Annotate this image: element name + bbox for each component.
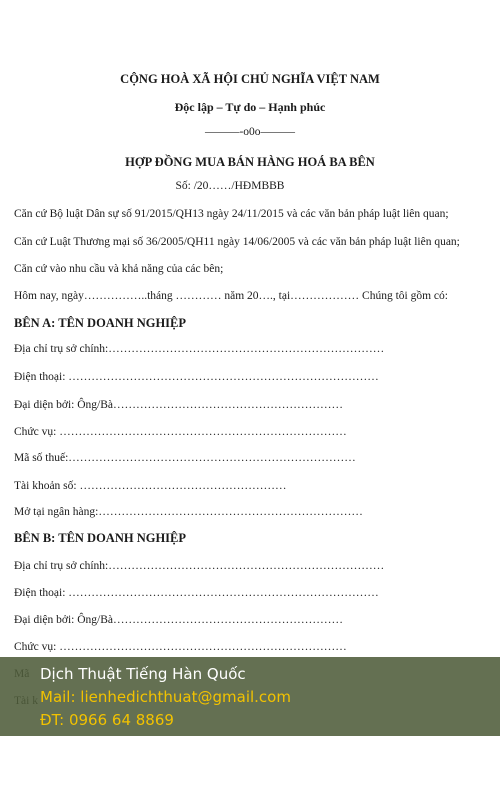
party-a-account: Tài khoản số: ……………………………………………… bbox=[14, 480, 287, 492]
party-a-tax-code: Mã số thuế:………………………………………………………………… bbox=[14, 452, 356, 464]
party-a-address: Địa chỉ trụ sở chính:……………………………………………………………… bbox=[14, 343, 385, 355]
party-a-position: Chức vụ: ………………………………………………………………… bbox=[14, 426, 347, 438]
party-b-phone: Điện thoại: ……………………………………………………………………… bbox=[14, 587, 379, 599]
legal-basis-civil-code: Căn cứ Bộ luật Dân sự số 91/2015/QH13 ngày 24/11/2015 và các văn bản pháp luật liên quan; bbox=[14, 208, 449, 220]
party-b-heading: BÊN B: TÊN DOANH NGHIỆP bbox=[14, 531, 187, 545]
legal-basis-commercial-law: Căn cứ Luật Thương mại số 36/2005/QH11 ngày 14/06/2005 và các văn bản pháp luật liên quan; bbox=[14, 236, 460, 248]
party-b-address: Địa chỉ trụ sở chính:……………………………………………………………… bbox=[14, 560, 385, 572]
republic-heading: CỘNG HOÀ XÃ HỘI CHỦ NGHĨA VIỆT NAM bbox=[120, 72, 380, 86]
date-line: Hôm nay, ngày……………..tháng ………… năm 20…., tại……………… Chúng tôi gồm có: bbox=[14, 290, 448, 302]
party-b-representative: Đại diện bởi: Ông/Bà…………………………………………………… bbox=[14, 614, 344, 626]
party-b-position: Chức vụ: ………………………………………………………………… bbox=[14, 641, 347, 653]
banner-email: Mail: lienhedichthuat@gmail.com bbox=[40, 688, 291, 706]
contract-number: Số: /20……/HĐMBBB bbox=[175, 180, 285, 192]
translation-service-banner bbox=[0, 657, 500, 736]
banner-phone: ĐT: 0966 64 8869 bbox=[40, 711, 174, 729]
legal-basis-needs: Căn cứ vào nhu cầu và khả năng của các bên; bbox=[14, 263, 224, 275]
party-a-bank: Mở tại ngân hàng:…………………………………………………………… bbox=[14, 506, 363, 518]
ornament-divider: ———-o0o——— bbox=[204, 126, 296, 138]
motto: Độc lập – Tự do – Hạnh phúc bbox=[174, 100, 326, 114]
contract-title: HỢP ĐỒNG MUA BÁN HÀNG HOÁ BA BÊN bbox=[125, 155, 375, 169]
banner-title: Dịch Thuật Tiếng Hàn Quốc bbox=[40, 665, 246, 683]
party-a-heading: BÊN A: TÊN DOANH NGHIỆP bbox=[14, 316, 187, 330]
party-a-phone: Điện thoại: ……………………………………………………………………… bbox=[14, 371, 379, 383]
party-a-representative: Đại diện bởi: Ông/Bà…………………………………………………… bbox=[14, 399, 344, 411]
